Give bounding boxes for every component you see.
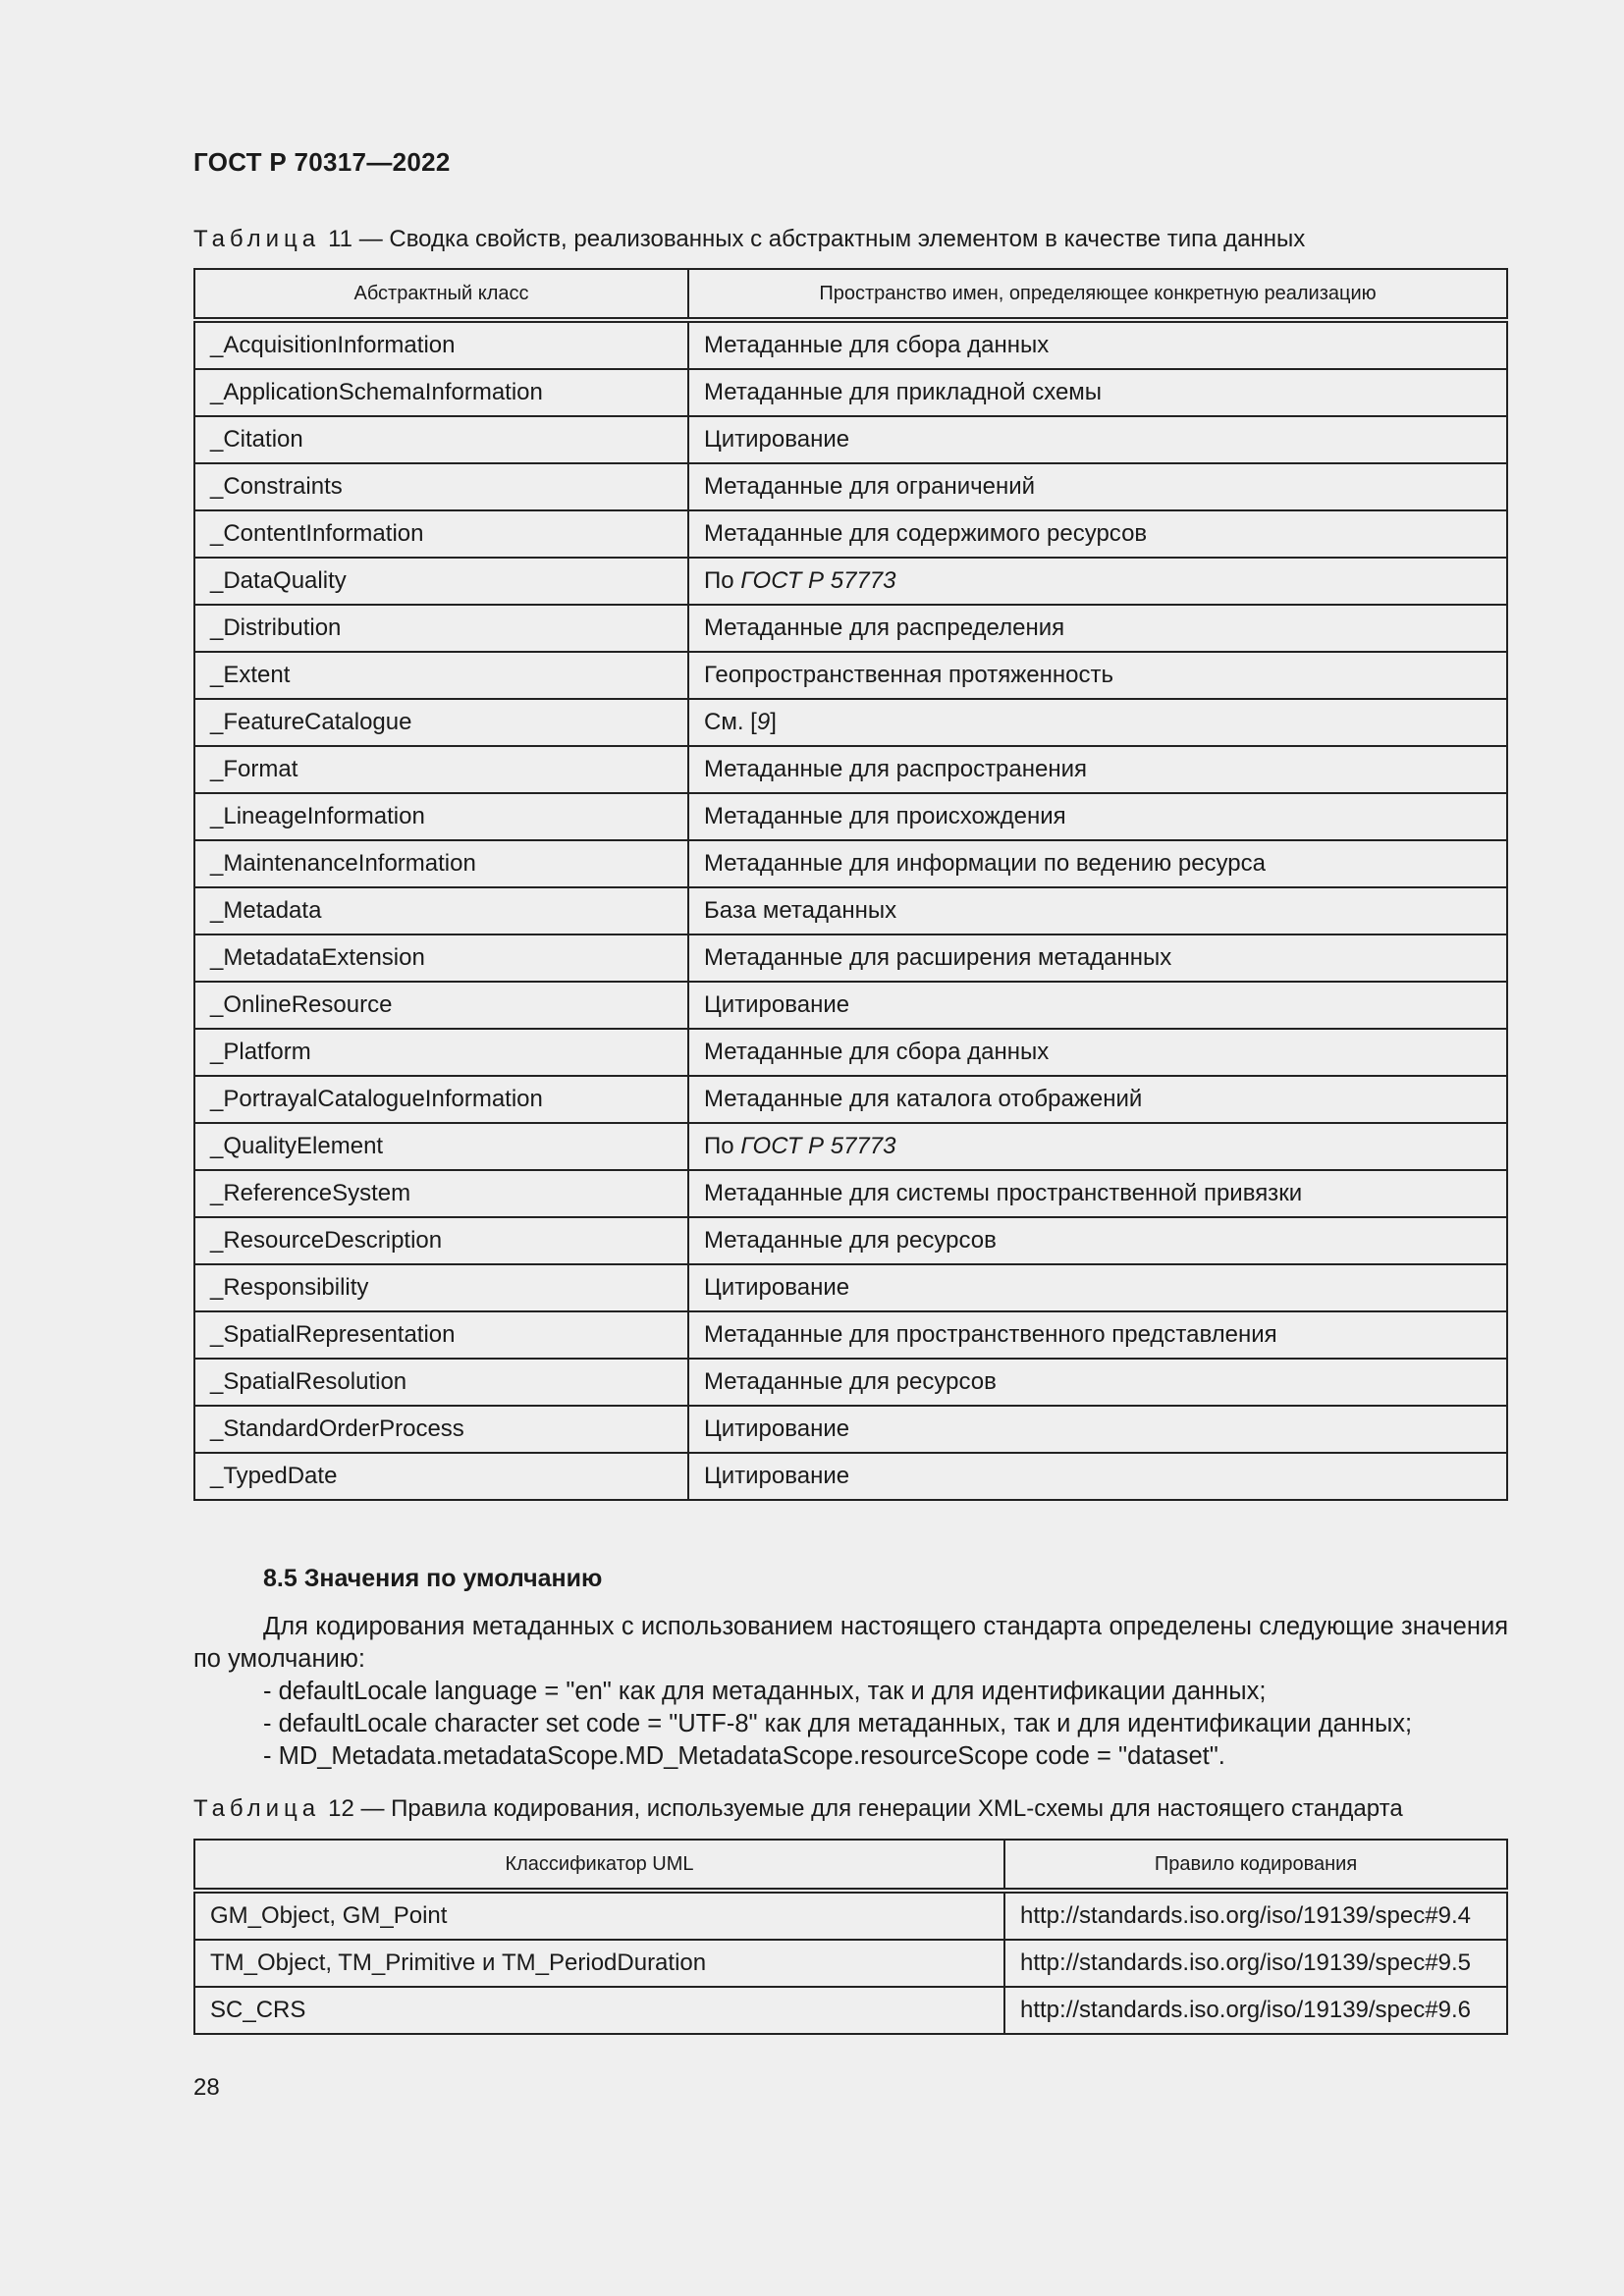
table-row — [194, 1940, 1507, 1987]
cell-value: По ГОСТ Р 57773 — [688, 558, 1507, 605]
table-row — [194, 840, 1507, 887]
cell-name: _DataQuality — [194, 558, 688, 605]
cell-name: _MaintenanceInformation — [194, 840, 688, 887]
page-number: 28 — [193, 2074, 220, 2101]
cell-value: Цитирование — [688, 982, 1507, 1029]
cell-value: По ГОСТ Р 57773 — [688, 1123, 1507, 1170]
cell-name: _QualityElement — [194, 1123, 688, 1170]
table-row — [194, 510, 1507, 558]
table-row — [194, 1123, 1507, 1170]
cell-name: _ContentInformation — [194, 510, 688, 558]
cell-name: _LineageInformation — [194, 793, 688, 840]
table-row — [194, 746, 1507, 793]
table-row — [194, 1264, 1507, 1311]
cell-name: _FeatureCatalogue — [194, 699, 688, 746]
column-header-uml-classifier: Классификатор UML — [194, 1840, 1004, 1891]
table-11-body — [194, 320, 1507, 1500]
table-12-caption — [193, 1795, 1403, 1823]
table-header-row — [194, 1840, 1507, 1891]
table-row — [194, 558, 1507, 605]
table-row — [194, 1076, 1507, 1123]
table-row — [194, 887, 1507, 934]
table-row — [194, 1217, 1507, 1264]
standard-reference: ГОСТ Р 57773 — [740, 567, 896, 594]
table-row — [194, 1359, 1507, 1406]
cell-name: GM_Object, GM_Point — [194, 1891, 1004, 1940]
cell-value: Метаданные для сбора данных — [688, 1029, 1507, 1076]
cell-value: Метаданные для системы пространственной привязки — [688, 1170, 1507, 1217]
table-row — [194, 416, 1507, 463]
cell-value: Цитирование — [688, 1453, 1507, 1500]
table-row — [194, 369, 1507, 416]
cell-value: Метаданные для расширения метаданных — [688, 934, 1507, 982]
cell-value: Метаданные для сбора данных — [688, 320, 1507, 369]
table-row — [194, 1406, 1507, 1453]
table-12 — [193, 1839, 1508, 2035]
table-row — [194, 934, 1507, 982]
cell-value: Метаданные для прикладной схемы — [688, 369, 1507, 416]
cell-value: http://standards.iso.org/iso/19139/spec#9.6 — [1004, 1987, 1507, 2034]
cell-name: _OnlineResource — [194, 982, 688, 1029]
table-row — [194, 982, 1507, 1029]
cell-name: _Citation — [194, 416, 688, 463]
default-value-item: - MD_Metadata.metadataScope.MD_MetadataScope.resourceScope code = "dataset". — [263, 1742, 1225, 1770]
default-value-item: - defaultLocale character set code = "UTF-8" как для метаданных, так и для идентификации данных; — [263, 1710, 1413, 1737]
cell-name: _Extent — [194, 652, 688, 699]
cell-value: Геопространственная протяженность — [688, 652, 1507, 699]
cell-name: _ResourceDescription — [194, 1217, 688, 1264]
table-11-caption-text: 11 — Сводка свойств, реализованных с абстрактным элементом в качестве типа данных — [328, 226, 1306, 252]
cell-value: Метаданные для содержимого ресурсов — [688, 510, 1507, 558]
table-row — [194, 605, 1507, 652]
column-header-encoding-rule: Правило кодирования — [1004, 1840, 1507, 1891]
table-row — [194, 1891, 1507, 1940]
cell-value: Метаданные для ресурсов — [688, 1359, 1507, 1406]
cell-value: Метаданные для ограничений — [688, 463, 1507, 510]
table-header-row — [194, 269, 1507, 320]
table-row — [194, 320, 1507, 369]
cell-name: _Distribution — [194, 605, 688, 652]
table-row — [194, 1029, 1507, 1076]
table-12-body — [194, 1891, 1507, 2034]
column-header-namespace: Пространство имен, определяющее конкретную реализацию — [688, 269, 1507, 320]
cell-value: Метаданные для распределения — [688, 605, 1507, 652]
cell-value: Метаданные для распространения — [688, 746, 1507, 793]
cell-name: _ReferenceSystem — [194, 1170, 688, 1217]
table-row — [194, 1170, 1507, 1217]
table-11 — [193, 268, 1508, 1501]
table-row — [194, 1311, 1507, 1359]
cell-name: _ApplicationSchemaInformation — [194, 369, 688, 416]
cell-name: _Format — [194, 746, 688, 793]
cell-name: _AcquisitionInformation — [194, 320, 688, 369]
cell-value: Цитирование — [688, 416, 1507, 463]
cell-value: Метаданные для ресурсов — [688, 1217, 1507, 1264]
cell-name: _Metadata — [194, 887, 688, 934]
cell-value: Метаданные для пространственного представления — [688, 1311, 1507, 1359]
table-row — [194, 699, 1507, 746]
bibliography-reference: 9 — [756, 709, 771, 735]
cell-value: Цитирование — [688, 1264, 1507, 1311]
table-11-caption-label: Таблица — [193, 226, 321, 252]
cell-name: _SpatialRepresentation — [194, 1311, 688, 1359]
section-title: 8.5 Значения по умолчанию — [263, 1565, 603, 1592]
table-row — [194, 463, 1507, 510]
cell-name: _PortrayalCatalogueInformation — [194, 1076, 688, 1123]
cell-name: _Constraints — [194, 463, 688, 510]
cell-name: _StandardOrderProcess — [194, 1406, 688, 1453]
document-id: ГОСТ Р 70317—2022 — [193, 147, 451, 177]
default-value-item: - defaultLocale language = "en" как для метаданных, так и для идентификации данных; — [263, 1678, 1267, 1705]
table-row — [194, 652, 1507, 699]
cell-value: Метаданные для происхождения — [688, 793, 1507, 840]
cell-name: SC_CRS — [194, 1987, 1004, 2034]
cell-name: _Responsibility — [194, 1264, 688, 1311]
cell-value: База метаданных — [688, 887, 1507, 934]
section-body — [193, 1611, 1508, 1773]
cell-name: TM_Object, TM_Primitive и TM_PeriodDuration — [194, 1940, 1004, 1987]
cell-name: _TypedDate — [194, 1453, 688, 1500]
cell-name: _MetadataExtension — [194, 934, 688, 982]
cell-value: http://standards.iso.org/iso/19139/spec#9.5 — [1004, 1940, 1507, 1987]
cell-name: _Platform — [194, 1029, 688, 1076]
standard-reference: ГОСТ Р 57773 — [740, 1133, 896, 1159]
cell-value: См. [9] — [688, 699, 1507, 746]
table-row — [194, 1453, 1507, 1500]
cell-value: Метаданные для каталога отображений — [688, 1076, 1507, 1123]
section-intro: Для кодирования метаданных с использованием настоящего стандарта определены следующие значения по умолчанию: — [193, 1613, 1508, 1673]
table-row — [194, 1987, 1507, 2034]
cell-value: Цитирование — [688, 1406, 1507, 1453]
cell-value: http://standards.iso.org/iso/19139/spec#9.4 — [1004, 1891, 1507, 1940]
cell-value: Метаданные для информации по ведению ресурса — [688, 840, 1507, 887]
table-12-caption-text: 12 — Правила кодирования, используемые для генерации XML-схемы для настоящего стандарта — [328, 1795, 1403, 1822]
table-12-caption-label: Таблица — [193, 1795, 321, 1822]
table-row — [194, 793, 1507, 840]
table-11-caption — [193, 226, 1305, 253]
cell-name: _SpatialResolution — [194, 1359, 688, 1406]
column-header-abstract-class: Абстрактный класс — [194, 269, 688, 320]
